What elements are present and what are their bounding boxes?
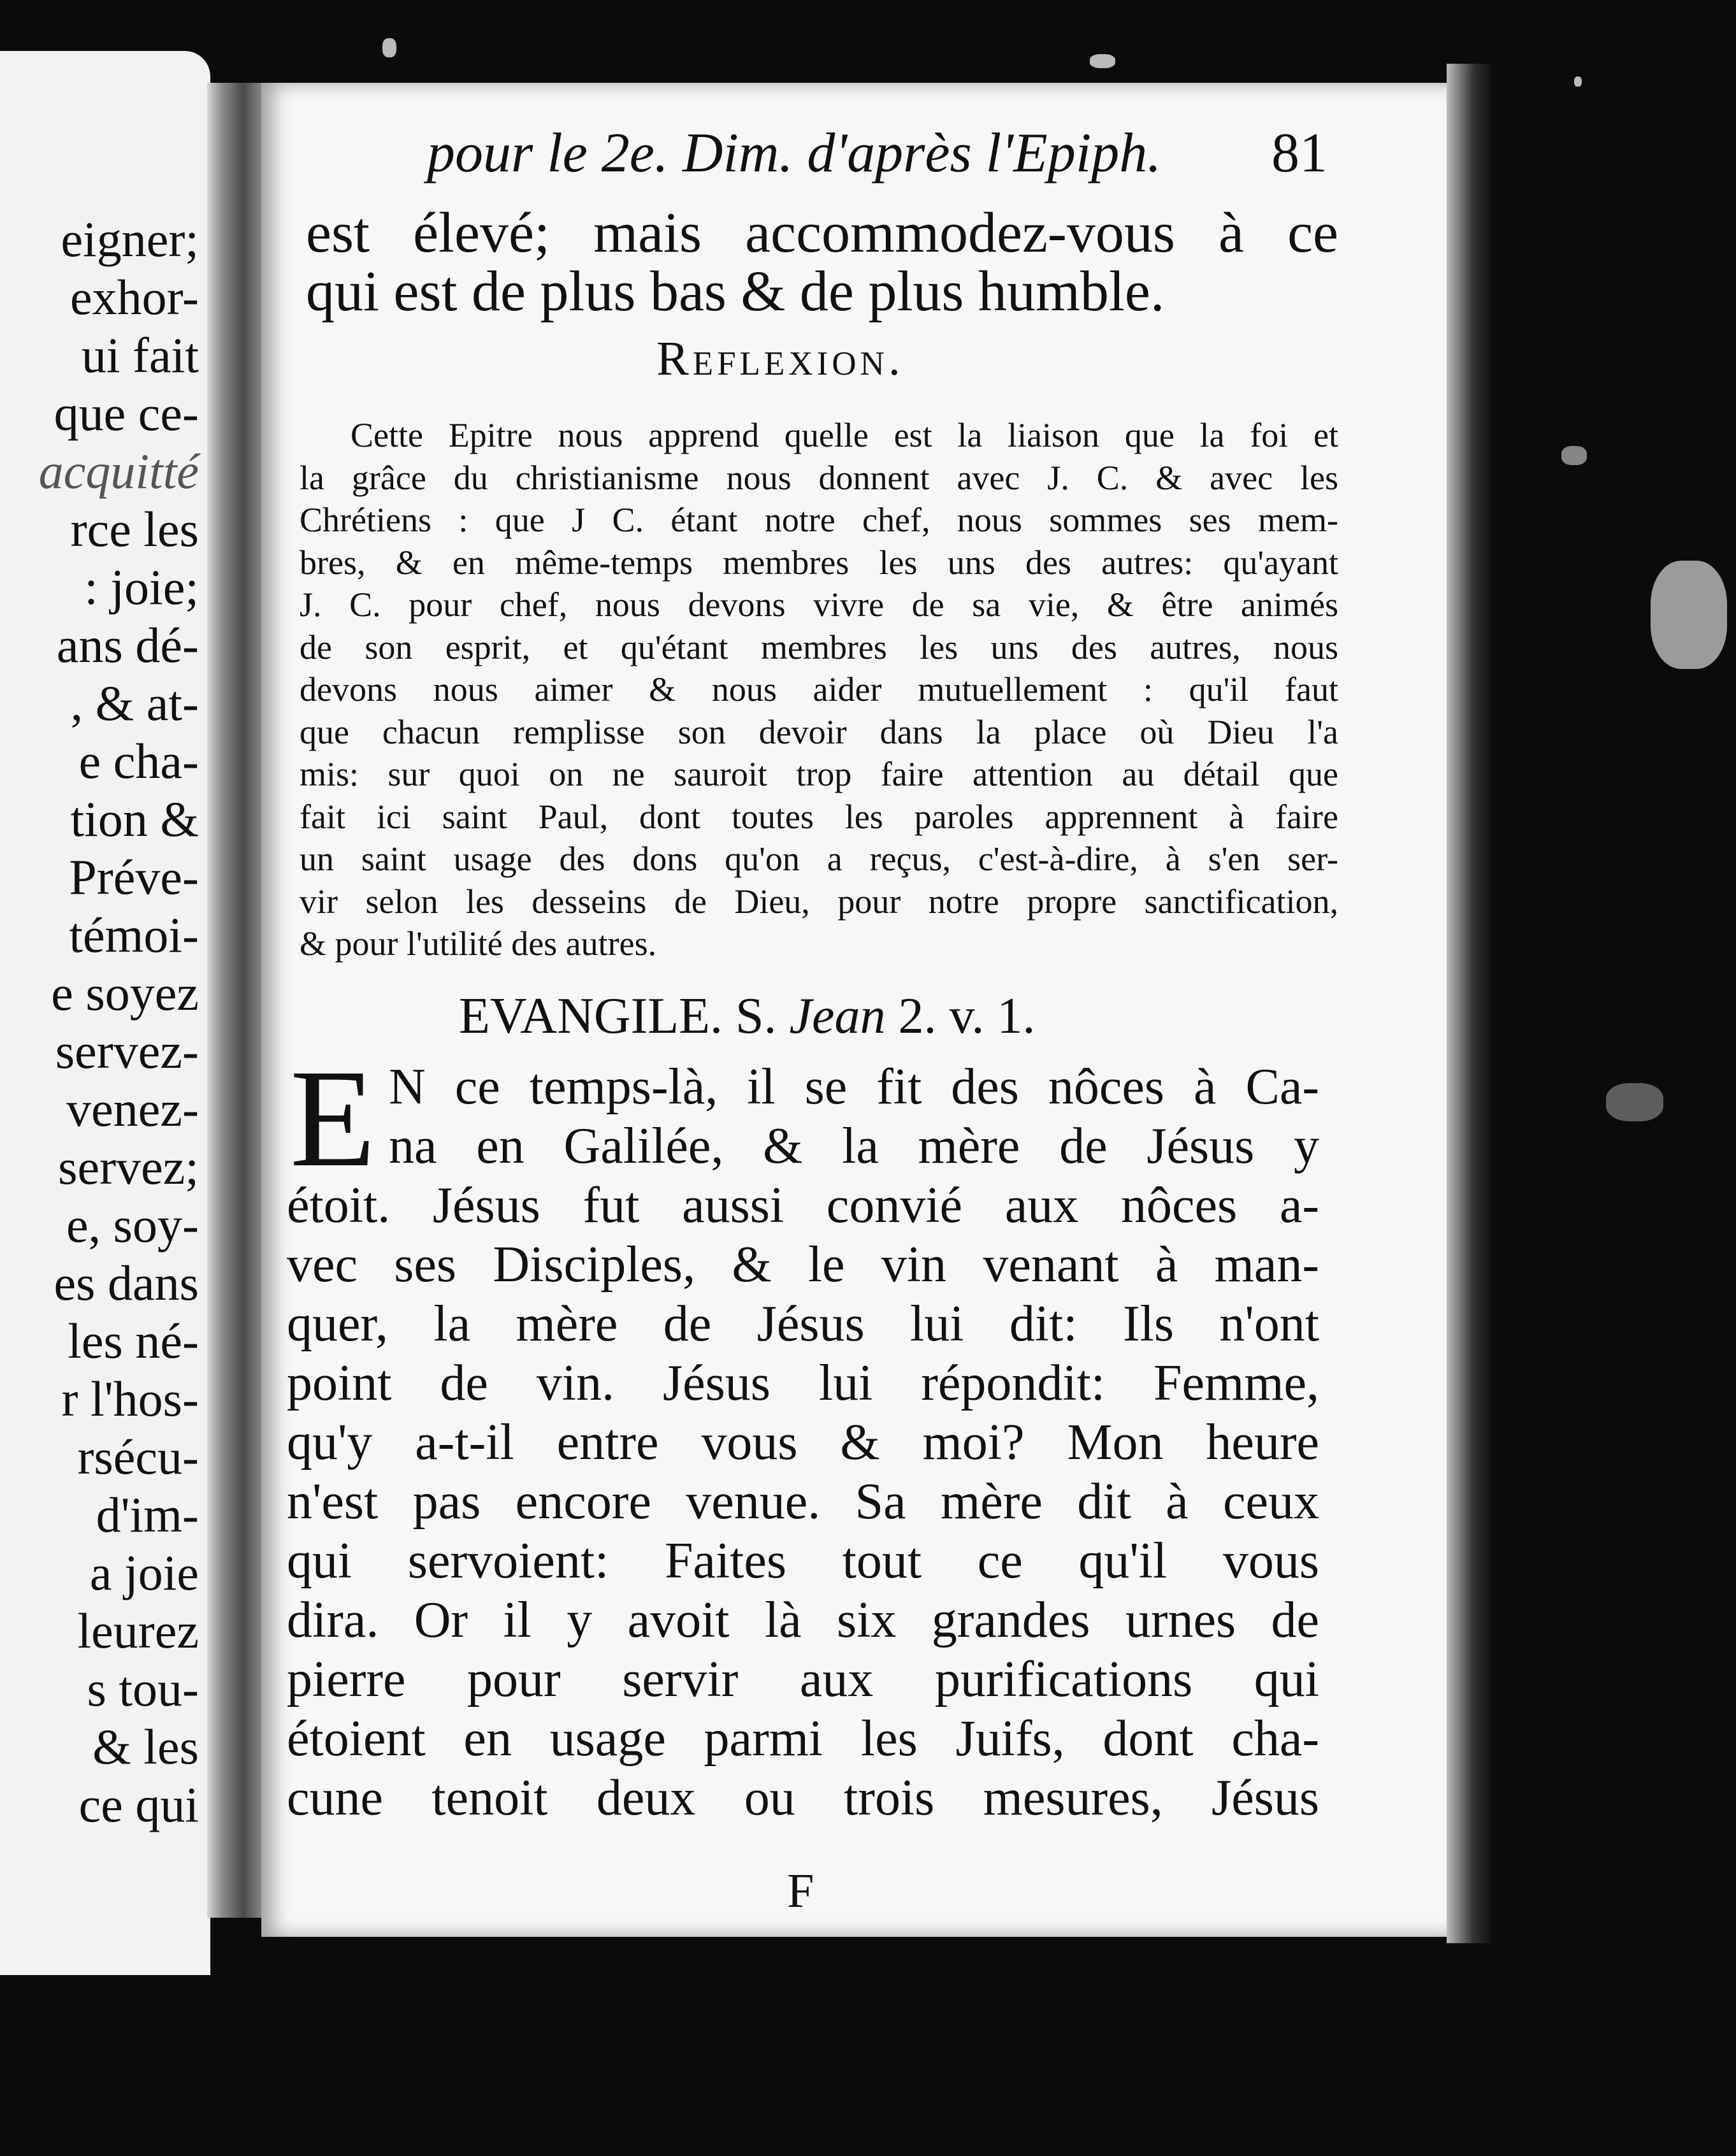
gospel-line: pierre pour servir aux purifications qui: [287, 1651, 1319, 1707]
left-line: , & at-: [70, 675, 199, 731]
left-line: servez;: [58, 1139, 199, 1195]
background-speck: [1090, 54, 1115, 68]
left-line: es dans: [54, 1255, 199, 1311]
gospel-line: na en Galilée, & la mère de Jésus y: [389, 1118, 1319, 1174]
left-line: ui fait: [81, 327, 199, 383]
left-line: eigner;: [61, 212, 199, 267]
left-line: leurez: [77, 1603, 199, 1658]
background-speck: [1574, 76, 1582, 87]
reflexion-line: de son esprit, et qu'étant membres les uns des autres, nous: [300, 628, 1338, 666]
left-line: servez-: [55, 1023, 199, 1079]
running-head: pour le 2e. Dim. d'après l'Epiph.: [427, 122, 1162, 184]
carryover-text: [306, 201, 1338, 323]
text-line: qui est de plus bas & de plus humble.: [306, 260, 1165, 323]
left-line: venez-: [66, 1081, 199, 1137]
reflexion-line: Cette Epitre nous apprend quelle est la liaison que la foi et: [351, 416, 1338, 454]
left-line: : joie;: [84, 559, 199, 615]
reflexion-line: fait ici saint Paul, dont toutes les paroles apprennent à faire: [300, 797, 1338, 836]
gospel-line: étoient en usage parmi les Juifs, dont cha-: [287, 1711, 1319, 1767]
drop-cap: E: [290, 1040, 376, 1196]
reflexion-line: la grâce du christianisme nous donnent avec J. C. & avec les: [300, 458, 1338, 497]
reflexion-line: bres, & en même-temps membres les uns des autres: qu'ayant: [300, 543, 1338, 582]
reflexion-line: un saint usage des dons qu'on a reçus, c'est-à-dire, à s'en ser-: [300, 840, 1338, 878]
reflexion-line: devons nous aimer & nous aider mutuellement : qu'il faut: [300, 670, 1338, 708]
gospel-line: dira. Or il y avoit là six grandes urnes de: [287, 1592, 1319, 1648]
gospel-line: cune tenoit deux ou trois mesures, Jésus: [287, 1770, 1319, 1826]
gospel-heading-tail: 2. v. 1.: [898, 988, 1036, 1044]
gospel-heading-label: EVANGILE. S.: [459, 988, 777, 1044]
reflexion-line: & pour l'utilité des autres.: [300, 924, 657, 963]
gospel-line: point de vin. Jésus lui répondit: Femme,: [287, 1355, 1319, 1411]
text-line: est élevé; mais accommodez-vous à ce: [306, 201, 1338, 264]
signature-mark: F: [787, 1864, 814, 1918]
left-line: témoi-: [69, 907, 199, 963]
gospel-line: n'est pas encore venue. Sa mère dit à ceux: [287, 1474, 1319, 1530]
background-speck: [382, 38, 396, 57]
left-line: ce qui: [78, 1777, 199, 1832]
left-line: les né-: [68, 1313, 199, 1369]
reflexion-line: que chacun remplisse son devoir dans la place où Dieu l'a: [300, 712, 1338, 751]
left-line: e cha-: [78, 733, 199, 789]
left-line: a joie: [89, 1545, 199, 1600]
reflexion-title: Reflexion.: [656, 332, 904, 385]
gospel-reference: Jean: [789, 988, 886, 1044]
left-line: & les: [92, 1719, 199, 1774]
page-number: 81: [1271, 122, 1327, 184]
gospel-body: [287, 1058, 1319, 1828]
reflexion-line: mis: sur quoi on ne sauroit trop faire attention au détail que: [300, 755, 1338, 793]
left-line: tion &: [70, 791, 199, 847]
gospel-line: étoit. Jésus fut aussi convié aux nôces a-: [287, 1177, 1319, 1233]
left-line: rce les: [70, 501, 199, 557]
left-line: exhor-: [69, 270, 199, 325]
left-line: r l'hos-: [61, 1371, 199, 1427]
book-gutter: [207, 83, 268, 1918]
page-edge: [1447, 64, 1491, 1943]
left-line: Préve-: [69, 849, 199, 905]
left-line: que ce-: [54, 385, 199, 441]
background-speck: [1606, 1083, 1663, 1121]
left-line: d'im-: [96, 1487, 199, 1542]
gospel-line: vec ses Disciples, & le vin venant à man-: [287, 1237, 1319, 1293]
left-line: e, soy-: [66, 1197, 199, 1253]
left-page-text: [0, 210, 199, 1834]
reflexion-line: J. C. pour chef, nous devons vivre de sa vie, & être animés: [300, 586, 1338, 624]
reflexion-line: vir selon les desseins de Dieu, pour notre propre sanctification,: [300, 882, 1338, 921]
left-line: rsécu-: [77, 1429, 199, 1484]
background-speck: [1651, 561, 1727, 669]
left-line: s tou-: [87, 1661, 199, 1716]
left-page: [0, 51, 210, 1975]
gospel-line: qu'y a-t-il entre vous & moi? Mon heure: [287, 1414, 1319, 1470]
reflexion-line: Chrétiens : que J C. étant notre chef, nous sommes ses mem-: [300, 501, 1338, 539]
left-line: acquitté: [38, 443, 199, 499]
left-line: ans dé-: [56, 617, 199, 673]
background-speck: [1561, 446, 1587, 465]
gospel-line: qui servoient: Faites tout ce qu'il vous: [287, 1533, 1319, 1589]
gospel-line: N ce temps-là, il se fit des nôces à Ca-: [389, 1059, 1319, 1115]
reflexion-body: [300, 414, 1338, 965]
gospel-line: quer, la mère de Jésus lui dit: Ils n'ont: [287, 1296, 1319, 1352]
left-line: e soyez: [51, 965, 199, 1021]
gospel-heading: [459, 988, 1035, 1046]
